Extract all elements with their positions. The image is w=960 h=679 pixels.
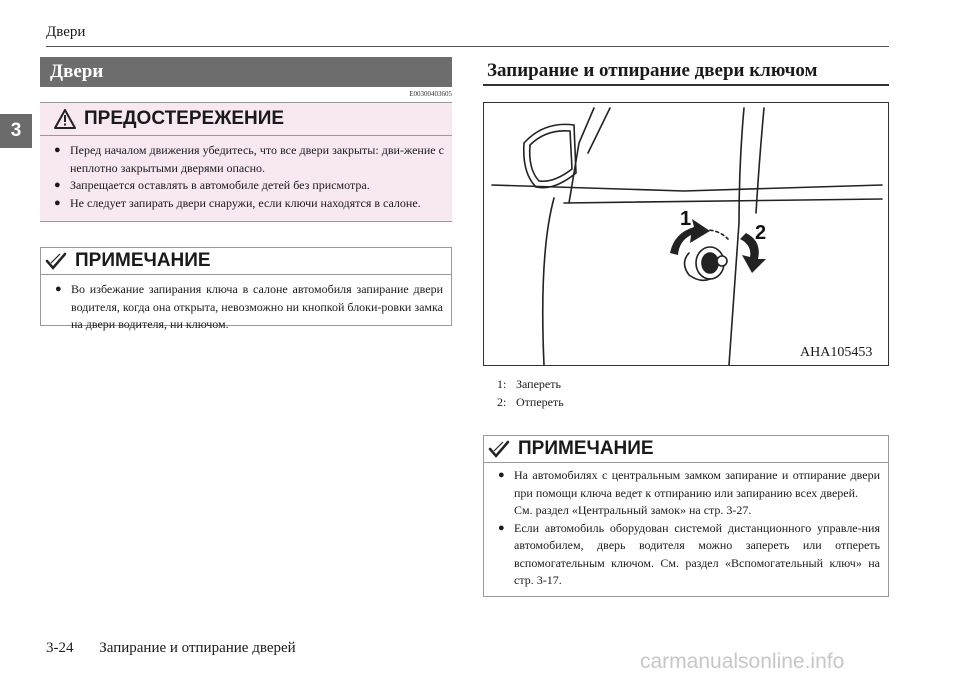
subsection-heading: Запирание и отпирание двери ключом [487, 60, 818, 81]
note-box-left [40, 247, 452, 331]
door-belt-line-lower [564, 199, 882, 203]
figure-code: AHA105453 [800, 345, 873, 360]
door-belt-line [492, 185, 882, 191]
note-title: ПРИМЕЧАНИЕ [75, 250, 211, 271]
note-item: ● Если автомобиль оборудован системой дистанционного управле-ния автомобилем, дверь водителя можно запереть или отпереть вспомогательным ключом. См. раздел «Вспомогательный ключ» на стр. 3-17. [498, 520, 880, 590]
legend-item [497, 393, 564, 411]
mirror-inner [530, 131, 572, 181]
door-illustration-svg [484, 103, 888, 365]
page-number: 3-24 [46, 640, 74, 656]
section-code: E00300403605 [409, 90, 452, 98]
note-header [41, 248, 451, 275]
legend-num: 2: [497, 395, 507, 409]
legend-num: 1: [497, 377, 507, 391]
running-head: Двери [46, 24, 86, 40]
callout-1: 1 [680, 208, 692, 230]
warning-item: ● Перед началом движения убедитесь, что все двери закрыты: дви-жение с неплотно закрытыми дверями опасно. [54, 142, 444, 177]
page-footer [46, 640, 296, 657]
note-item [498, 467, 880, 520]
note-list [41, 275, 451, 334]
subsection-heading-rule [483, 84, 889, 86]
note-item-text: На автомобилях с центральным замком запирание и отпирание двери при помощи ключа ведет к отпиранию или запиранию всех дверей. [514, 468, 880, 500]
legend-text: Отпереть [516, 395, 564, 409]
legend-item [497, 375, 564, 393]
section-title-bar [40, 57, 452, 87]
watermark: carmanualsonline.info [640, 650, 845, 673]
warning-box [40, 102, 452, 222]
note-title: ПРИМЕЧАНИЕ [518, 438, 654, 459]
pencil-check-icon [45, 251, 67, 271]
warning-header [40, 103, 452, 136]
warning-triangle-icon [54, 109, 76, 129]
warning-item: ● Запрещается оставлять в автомобиле детей без присмотра. [54, 177, 444, 195]
section-title: Двери [50, 61, 104, 82]
chapter-tab: 3 [0, 114, 32, 148]
warning-item: ● Не следует запирать двери снаружи, если ключи находятся в салоне. [54, 195, 444, 213]
door-rear-gap-2 [756, 108, 764, 213]
warning-title: ПРЕДОСТЕРЕЖЕНИЕ [84, 108, 285, 129]
note-item-reference: См. раздел «Центральный замок» на стр. 3-27. [514, 503, 752, 517]
door-lock-illustration [483, 102, 889, 366]
mirror-outline [524, 124, 576, 187]
door-rear-gap [729, 108, 744, 365]
note-item: ● Во избежание запирания ключа в салоне автомобиля запирание двери водителя, когда она открыта, невозможно ни кнопкой блоки-ровки замка на двери водителя, ни ключом. [55, 281, 443, 334]
header-rule [46, 46, 889, 47]
figure-legend [497, 375, 564, 411]
pencil-check-icon [488, 439, 510, 459]
callout-2: 2 [755, 222, 767, 244]
note-header [484, 436, 888, 463]
footer-title: Запирание и отпирание дверей [99, 640, 296, 656]
warning-list [40, 136, 452, 212]
door-front-edge [543, 198, 554, 365]
note-list [484, 463, 888, 590]
note-box-right [483, 435, 889, 597]
legend-text: Запереть [516, 377, 561, 391]
